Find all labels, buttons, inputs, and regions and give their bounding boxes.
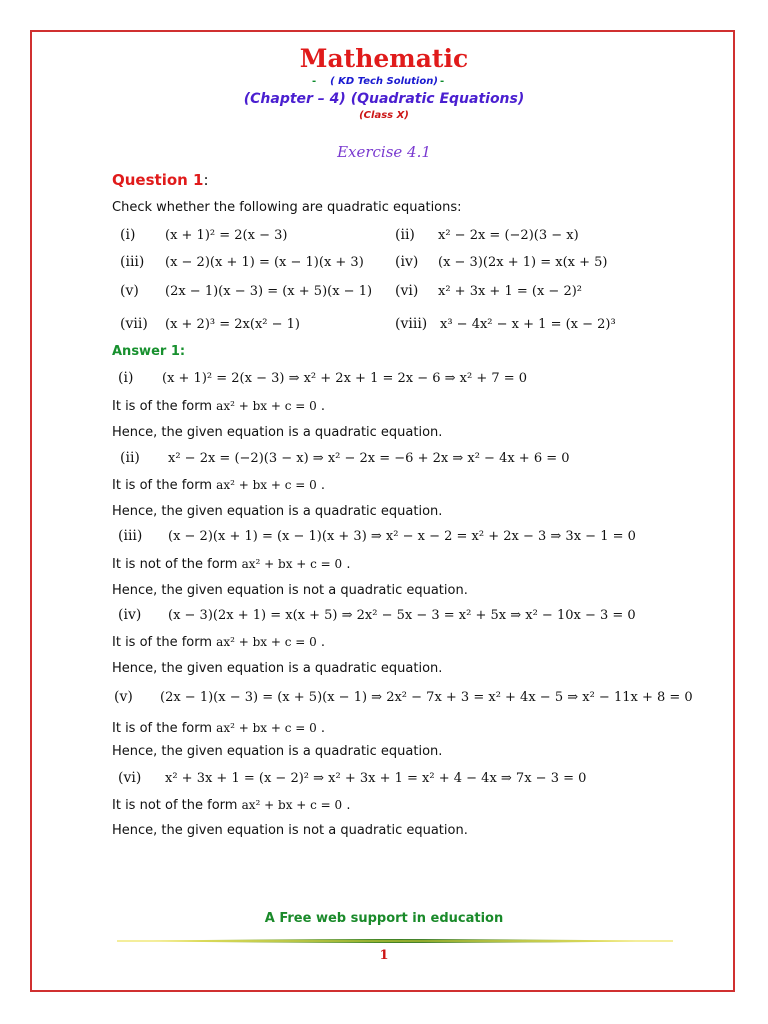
answer-heading: Answer 1:: [112, 344, 186, 359]
answer-conclusion: Hence, the given equation is a quadratic equation.: [112, 744, 443, 759]
page-number: 1: [379, 948, 389, 963]
form-statement: It is not of the form ax² + bx + c = 0 .: [112, 798, 351, 813]
form-text: It is of the form: [112, 399, 213, 414]
question-item-equation: (x − 2)(x + 1) = (x − 1)(x + 3): [165, 255, 364, 270]
answer-conclusion: Hence, the given equation is a quadratic equation.: [112, 425, 443, 440]
decorative-dash: -: [440, 76, 445, 87]
standard-form-equation: ax² + bx + c = 0: [216, 478, 317, 492]
answer-part-number: (iii): [118, 528, 143, 544]
question-prompt: Check whether the following are quadratic equations:: [112, 200, 462, 215]
standard-form-equation: ax² + bx + c = 0: [216, 635, 317, 649]
decorative-dash: -: [312, 76, 317, 87]
question-item-number: (vii): [120, 316, 148, 332]
form-text: It is not of the form: [112, 798, 238, 813]
form-text: It is of the form: [112, 478, 213, 493]
question-item-equation: (x + 1)² = 2(x − 3): [165, 228, 288, 243]
question-item-equation: x² + 3x + 1 = (x − 2)²: [438, 284, 583, 299]
answer-part-work: x² − 2x = (−2)(3 − x) ⇒ x² − 2x = −6 + 2x ⇒ x² − 4x + 6 = 0: [168, 451, 570, 466]
standard-form-equation: ax² + bx + c = 0: [216, 399, 317, 413]
form-statement: It is of the form ax² + bx + c = 0 .: [112, 478, 326, 493]
answer-part-number: (v): [114, 689, 133, 705]
form-text: It is of the form: [112, 721, 213, 736]
answer-part-number: (vi): [118, 770, 142, 786]
question-item-equation: (2x − 1)(x − 3) = (x + 5)(x − 1): [165, 284, 373, 299]
answer-part-number: (iv): [118, 607, 142, 623]
question-heading: [112, 171, 209, 189]
question-item-number: (iv): [395, 254, 419, 270]
standard-form-equation: ax² + bx + c = 0: [241, 557, 343, 571]
answer-conclusion: Hence, the given equation is a quadratic equation.: [112, 504, 443, 519]
standard-form-equation: ax² + bx + c = 0: [216, 721, 317, 735]
question-item-number: (i): [120, 227, 136, 243]
question-item-number: (v): [120, 283, 139, 299]
form-statement: It is not of the form ax² + bx + c = 0 .: [112, 557, 351, 572]
answer-conclusion: Hence, the given equation is not a quadratic equation.: [112, 583, 468, 598]
form-text: It is not of the form: [112, 557, 238, 572]
question-item-equation: x² − 2x = (−2)(3 − x): [438, 228, 579, 243]
answer-part-work: x² + 3x + 1 = (x − 2)² ⇒ x² + 3x + 1 = x² + 4 − 4x ⇒ 7x − 3 = 0: [165, 771, 587, 786]
exercise-heading: Exercise 4.1: [337, 143, 431, 161]
form-text: It is of the form: [112, 635, 213, 650]
question-label: Question 1: [112, 171, 204, 189]
form-statement: It is of the form ax² + bx + c = 0 .: [112, 399, 326, 414]
chapter-heading: (Chapter – 4) (Quadratic Equations): [243, 91, 525, 107]
answer-part-work: (x + 1)² = 2(x − 3) ⇒ x² + 2x + 1 = 2x − 6 ⇒ x² + 7 = 0: [162, 371, 528, 386]
footer-divider: [117, 937, 673, 945]
class-label: (Class X): [359, 110, 409, 121]
question-colon: :: [203, 171, 209, 189]
answer-part-work: (2x − 1)(x − 3) = (x + 5)(x − 1) ⇒ 2x² − 7x + 3 = x² + 4x − 5 ⇒ x² − 11x + 8 = 0: [160, 690, 693, 705]
form-statement: It is of the form ax² + bx + c = 0 .: [112, 635, 326, 650]
answer-part-number: (i): [118, 370, 134, 386]
answer-conclusion: Hence, the given equation is not a quadratic equation.: [112, 823, 468, 838]
answer-conclusion: Hence, the given equation is a quadratic equation.: [112, 661, 443, 676]
page-title: Mathematic: [299, 44, 469, 73]
question-item-number: (vi): [395, 283, 419, 299]
answer-part-number: (ii): [120, 450, 140, 466]
answer-part-work: (x − 3)(2x + 1) = x(x + 5) ⇒ 2x² − 5x − 3 = x² + 5x ⇒ x² − 10x − 3 = 0: [168, 608, 636, 623]
question-item-number: (viii): [395, 316, 428, 332]
answer-part-work: (x − 2)(x + 1) = (x − 1)(x + 3) ⇒ x² − x − 2 = x² + 2x − 3 ⇒ 3x − 1 = 0: [168, 529, 636, 544]
question-item-equation: x³ − 4x² − x + 1 = (x − 2)³: [440, 317, 616, 332]
question-item-number: (ii): [395, 227, 415, 243]
standard-form-equation: ax² + bx + c = 0: [241, 798, 343, 812]
footer-tagline: A Free web support in education: [264, 911, 504, 926]
question-item-number: (iii): [120, 254, 145, 270]
page-subtitle: ( KD Tech Solution): [330, 76, 438, 87]
question-item-equation: (x + 2)³ = 2x(x² − 1): [165, 317, 300, 332]
question-item-equation: (x − 3)(2x + 1) = x(x + 5): [438, 255, 608, 270]
form-statement: It is of the form ax² + bx + c = 0 .: [112, 721, 326, 736]
